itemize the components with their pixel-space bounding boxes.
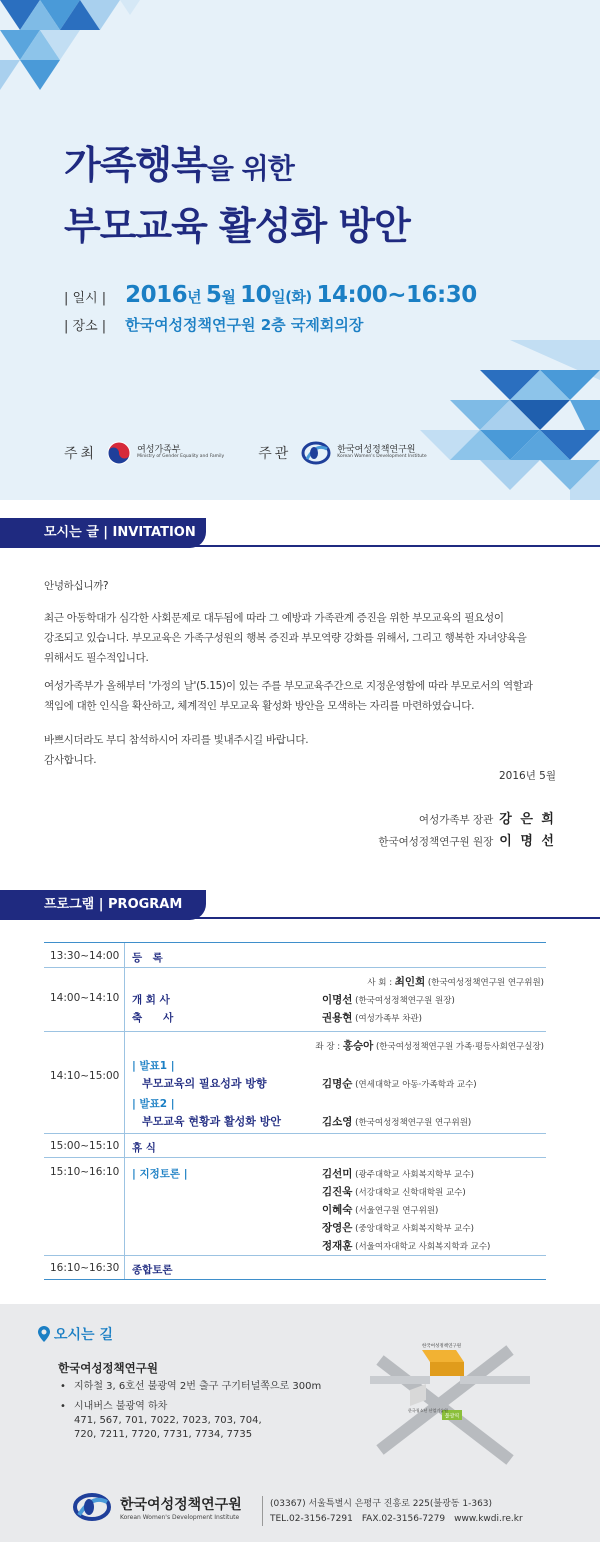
triangle-pattern-right [420,340,600,500]
date-label: | 일시 | [64,291,107,306]
discussant-5: 정재훈 (서울여자대학교 사회복지학과 교수) [322,1240,491,1252]
map-center-label: 한국청소년 산업기술원 [408,1408,448,1413]
hero-banner [0,0,600,500]
host-org: 여성가족부 Ministry of Gender Equality and Family [137,444,225,460]
kwdi-logo-icon [301,441,331,465]
program-row-presentations: 14:10~15:00 좌 장 : 홍승아 (한국여성정책연구원 가족·평등사회연구실장) | 발표1 | 부모교육의 필요성과 방향 김명순 (연세대학교 아동·가족학과 교수) | 발표2 | 부모교육 현황과 활성화 방안 김소영 (한국여성정책연구원 연구위원) [44,1032,546,1134]
bus-info: • 시내버스 불광역 하차 471, 567, 701, 7022, 7023, 703, 704, 720, 7211, 7720, 7731, 7734, 7735 [60,1401,262,1440]
directions-heading: 오시는 길 [38,1324,113,1344]
speaker-opening: 이명선 (한국여성정책연구원 원장) [322,994,455,1006]
map-station-label: 불광역 [444,1413,460,1420]
speaker-congrats: 권용현 (여성가족부 차관) [322,1012,422,1024]
chair: 좌 장 : 홍승아 (한국여성정책연구원 가족·평등사회연구실장) [315,1040,544,1052]
footer-address: (03367) 서울특별시 은평구 진흥로 225(불광동 1-363) TEL.02-3156-7291 FAX.02-3156-7279 www.kwdi.re.kr [270,1499,523,1524]
signature-president: 한국여성정책연구원 원장 이 명 선 [378,834,556,849]
subway-info: • 지하철 3, 6호선 불광역 2번 출구 구기터널쪽으로 300m [60,1381,322,1392]
event-title-line2: 부모교육 활성화 방안 [64,204,410,248]
invitation-date: 2016년 5월 [498,770,556,782]
program-row-general-discussion: 16:10~16:30 종합토론 [44,1256,546,1280]
invitation-tab: 모시는 글 | INVITATION [0,518,206,548]
place-label: | 장소 | [64,319,107,334]
place-row [64,314,363,335]
footer-logo [72,1492,242,1522]
program-row-registration: 13:30~14:00 등 록 [44,942,546,968]
date-value: 2016년 5월 10일(화) 14:00~16:30 [125,282,477,308]
invitation-paragraph-1: 최근 아동학대가 심각한 사회문제로 대두됨에 따라 그 예방과 가족관계 증진을 위한 부모교육의 필요성이 강조되고 있습니다. 부모교육은 가족구성원의 행복 증진과 부모역량 강화를 위해서, 그리고 행복한 자녀양육을 위해서도 필수적입니다. [44,612,527,664]
triangle-pattern-top [0,0,140,100]
organizer-org: 한국여성정책연구원 Korean Women's Development Institute [337,444,427,460]
footer-divider [262,1496,263,1526]
map-building-label: 한국여성정책연구원 [422,1344,462,1349]
host-label: 주최 [64,446,98,462]
presenter-1: 김명순 (연세대학교 아동·가족학과 교수) [322,1078,477,1090]
organizer-label: 주관 [258,446,292,462]
program-row-opening: 14:00~14:10 개 회 사 축 사 사 회 : 최인희 (한국여성정책연구원 연구위원) 이명선 (한국여성정책연구원 원장) 권용현 (여성가족부 차관) [44,968,546,1032]
moderator: 사 회 : 최인희 (한국여성정책연구원 연구위원) [367,976,544,988]
mogef-logo-icon [107,441,131,465]
place-value: 한국여성정책연구원 2층 국제회의장 [125,316,364,334]
program-tab: 프로그램 | PROGRAM [0,890,206,920]
discussant-2: 김진욱 (서강대학교 신학대학원 교수) [322,1186,466,1198]
signature-minister: 여성가족부 장관 강 은 희 [418,812,556,827]
discussant-4: 장영은 (중앙대학교 사회복지학부 교수) [322,1222,474,1234]
program-row-break: 15:00~15:10 휴 식 [44,1134,546,1158]
invitation-paragraph-2: 여성가족부가 올해부터 '가정의 날'(5.15)이 있는 주를 부모교육주간으로 지정운영함에 따라 부모로서의 역할과 책임에 대한 인식을 확산하고, 체계적인 부모교육 활성화 방안을 모색하는 자리를 마련하였습니다. [44,680,533,712]
event-title-line1: 가족행복을 위한 [64,143,294,187]
directions-org: 한국여성정책연구원 [58,1361,158,1375]
discussant-1: 김선미 (광주대학교 사회복지학부 교수) [322,1168,474,1180]
presenter-2: 김소영 (한국여성정책연구원 연구위원) [322,1116,472,1128]
program-row-discussion: 15:10~16:10 | 지정토론 | 김선미 (광주대학교 사회복지학부 교수) 김진욱 (서강대학교 신학대학원 교수) 이혜숙 (서울연구원 연구위원) 장영은 (중앙대학교 사회복지학부 교수) 정재훈 (서울여자대학교 사회복지학과 교수) [44,1158,546,1256]
kwdi-footer-logo-icon [72,1492,112,1522]
footer-org-name: 한국여성정책연구원 Korean Women's Development Institute [120,1496,242,1521]
location-pin-icon [38,1326,50,1342]
invitation-paragraph-3: 바쁘시더라도 부디 참석하시어 자리를 빛내주시길 바랍니다. 감사합니다. [44,734,309,766]
organizers-row [64,438,461,468]
location-map [360,1340,530,1470]
discussant-3: 이혜숙 (서울연구원 연구위원) [322,1204,439,1216]
date-row [64,282,477,308]
invitation-greeting: 안녕하십니까? [44,580,109,592]
